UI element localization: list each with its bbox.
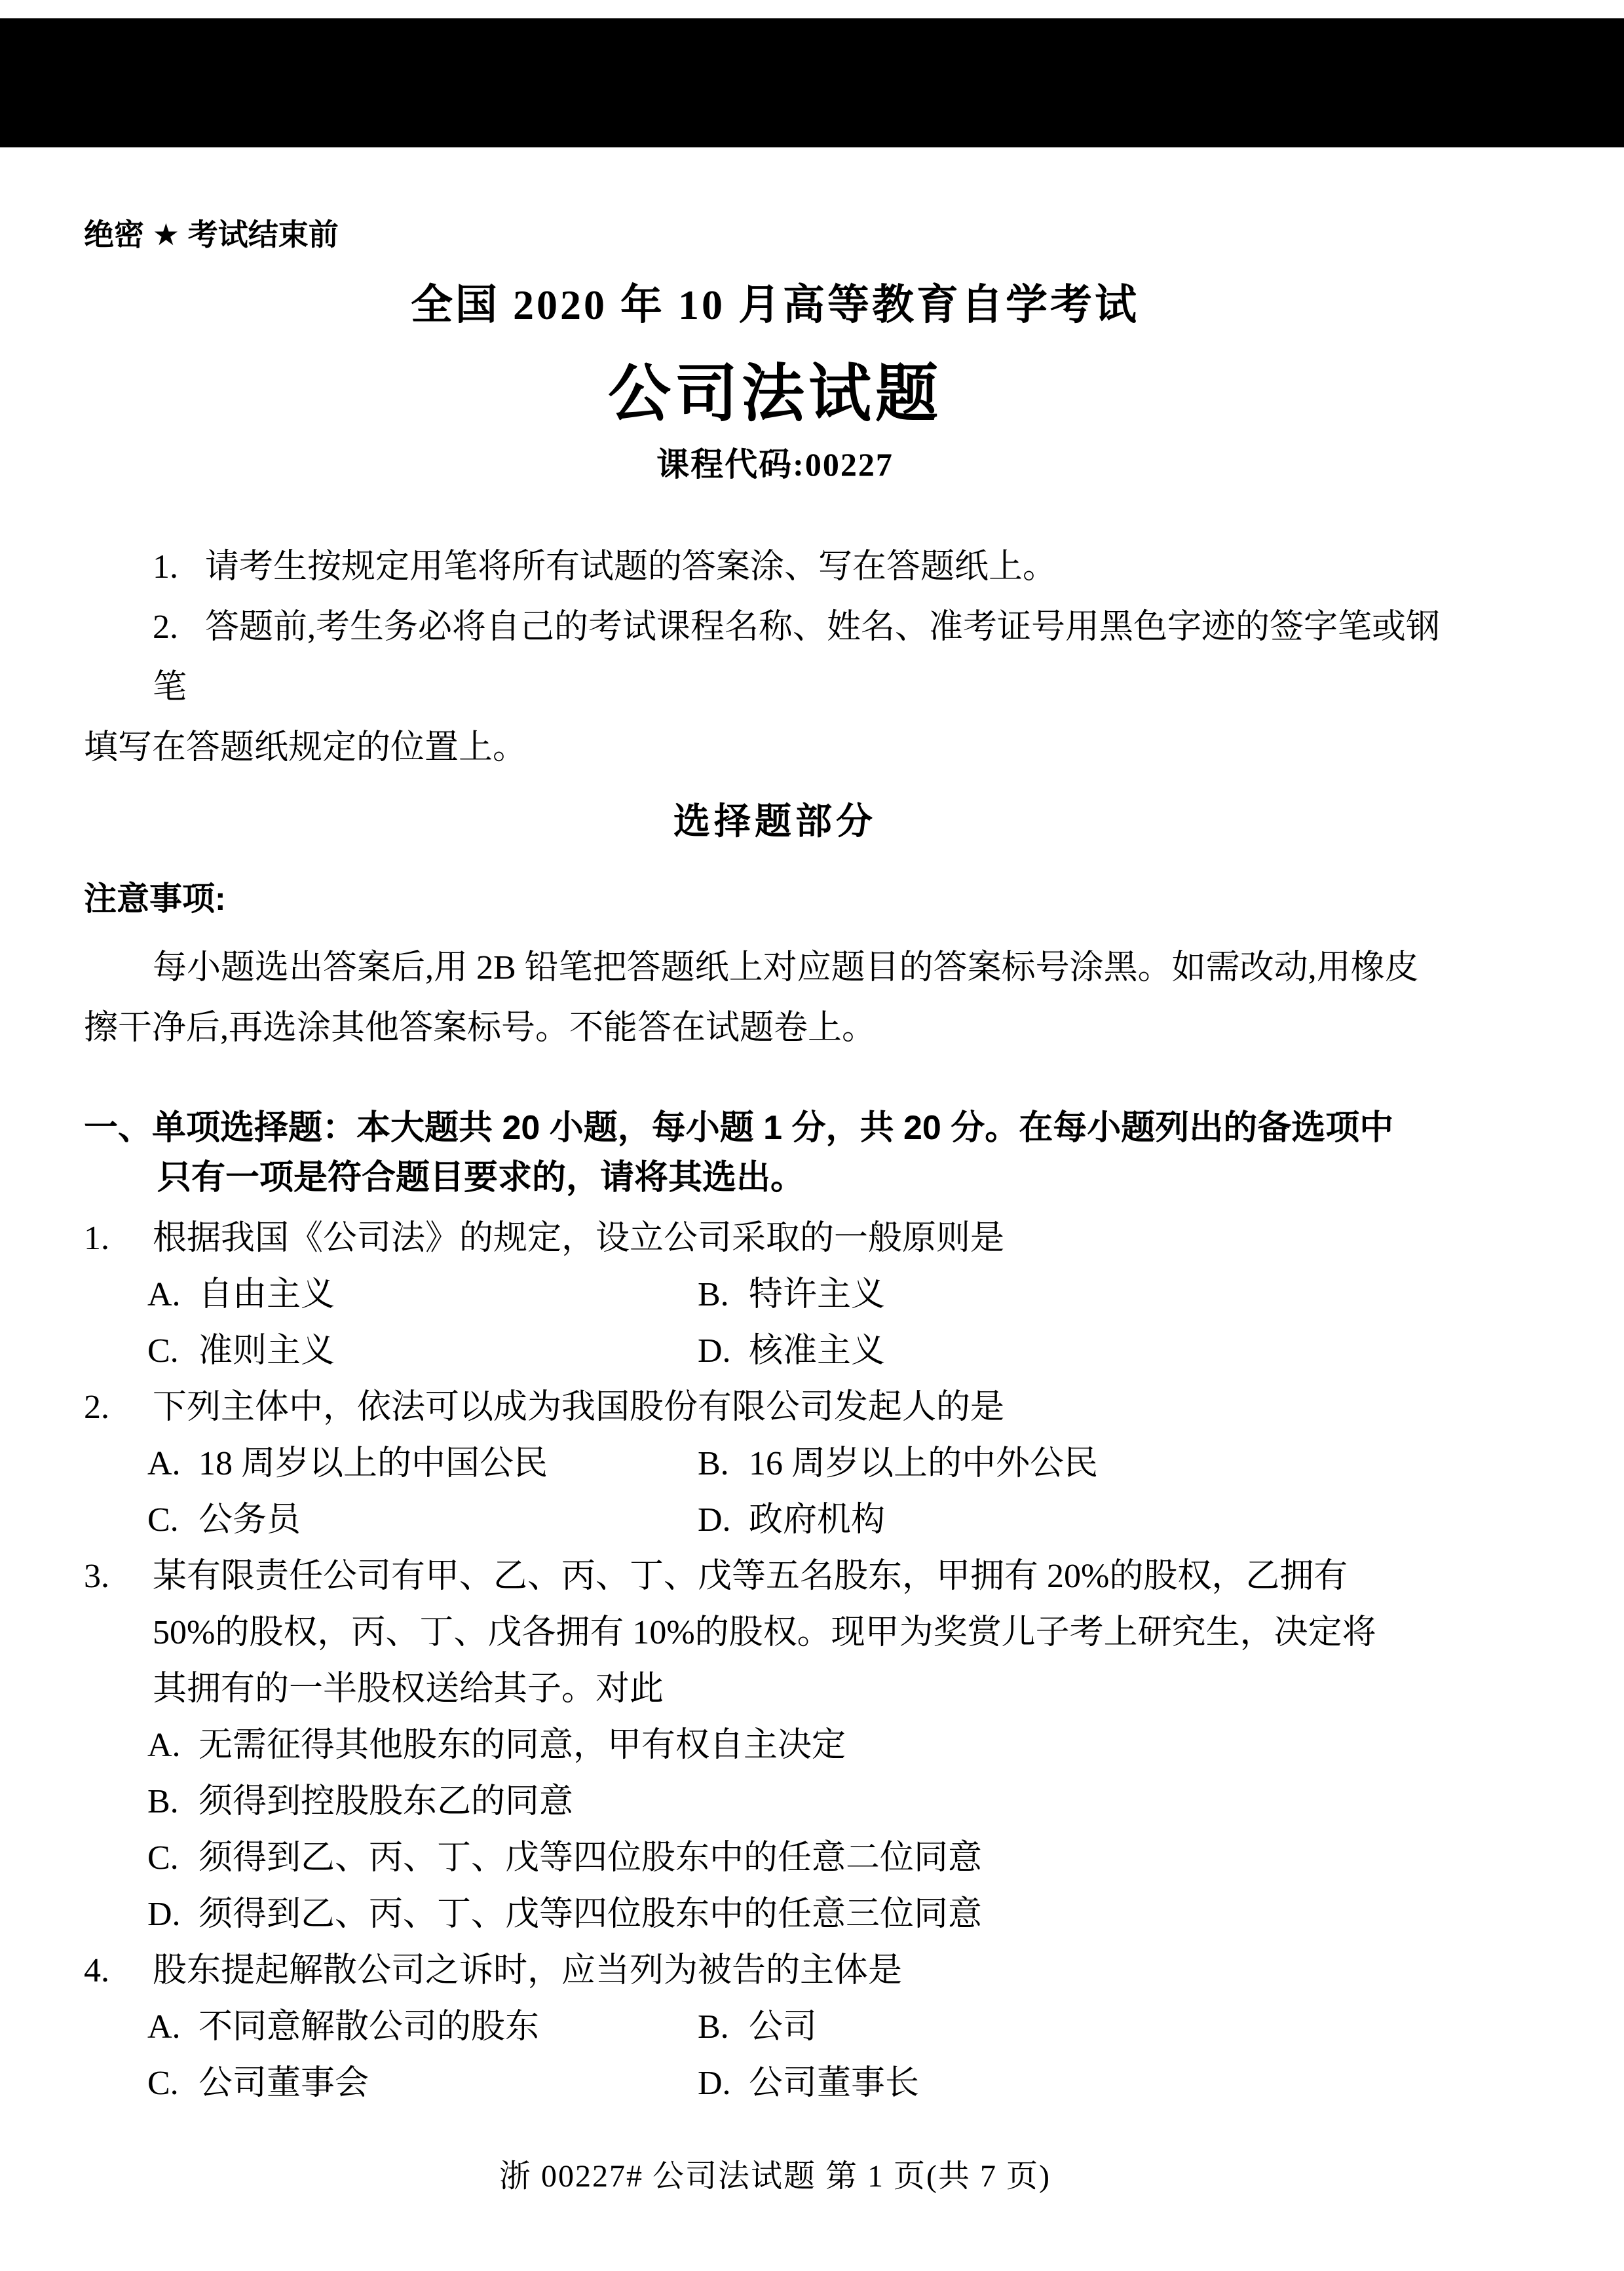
option-b [698,1276,885,1313]
question-1-options-row-cd [84,1323,1466,1379]
option-label: D. [698,1332,731,1370]
question-3-option-c [84,1830,1466,1886]
question-3-option-b [84,1774,1466,1830]
question-number: 4. [84,1952,109,1989]
notes-line-1: 每小题选出答案后,用 2B 铅笔把答题纸上对应题目的答案标号涂黑。如需改动,用橡皮 [153,949,1419,986]
notes-line-2: 擦干净后,再选涂其他答案标号。不能答在试题卷上。 [84,1009,877,1047]
course-code: 课程代码:00227 [656,446,894,483]
option-label: B. [698,1445,729,1482]
question-3-stem-line3: 其拥有的一半股权送给其子。对此 [153,1670,664,1708]
option-text: 须得到乙、丙、丁、戊等四位股东中的任意二位同意 [198,1839,983,1877]
option-text: 公务员 [198,1501,301,1539]
option-a [147,1999,698,2055]
option-label: B. [698,1276,729,1313]
question-3-stem-line2: 50%的股权，丙、丁、戊各拥有 10%的股权。现甲为奖赏儿子考上研究生，决定将 [153,1614,1376,1651]
option-text: 公司董事长 [749,2065,920,2102]
option-text: 特许主义 [749,1276,886,1313]
question-stem-text: 下列主体中，依法可以成为我国股份有限公司发起人的是 [153,1389,1005,1426]
option-label: D. [698,2065,731,2102]
option-label: C. [147,1332,179,1370]
option-text: 须得到乙、丙、丁、戊等四位股东中的任意三位同意 [198,1896,983,1933]
question-1-stem [84,1211,1466,1267]
option-text: 核准主义 [749,1332,886,1370]
option-label: A. [147,2008,181,2046]
option-label: A. [147,1727,181,1764]
option-label: C. [147,2065,179,2102]
notes-heading: 注意事项: [84,880,226,917]
instruction-item-2-continuation: 填写在答题纸规定的位置上。 [84,729,527,766]
option-d [698,1501,885,1539]
question-stem-text: 股东提起解散公司之诉时，应当列为被告的主体是 [153,1952,903,1989]
security-classification-banner: 绝密 ★ 考试结束前 [84,217,339,252]
question-stem-text: 某有限责任公司有甲、乙、丙、丁、戊等五名股东，甲拥有 20%的股权，乙拥有 [153,1558,1348,1595]
option-label: D. [698,1501,731,1539]
question-number: 1. [84,1220,109,1257]
option-text: 公司董事会 [198,2065,369,2102]
page-footer: 浙 00227# 公司法试题 第 1 页(共 7 页) [499,2159,1051,2194]
option-c [147,1492,698,1548]
option-text: 准则主义 [198,1332,335,1370]
option-a [147,1267,698,1323]
question-3-stem-line1 [84,1548,1466,1605]
instruction-item-1 [84,537,1466,597]
option-label: D. [147,1896,181,1933]
option-d [698,1332,885,1370]
instruction-text: 答题前,考生务必将自己的考试课程名称、姓名、准考证号用黑色字迹的签字笔或钢笔 [153,609,1441,706]
page-content [84,0,1466,2196]
question-3-option-d [84,1886,1466,1943]
question-4-options-row-ab [84,1999,1466,2055]
option-text: 16 周岁以上的中外公民 [749,1445,1099,1482]
option-b [698,1445,1098,1482]
option-label: B. [698,2008,729,2046]
instruction-item-2 [84,597,1466,718]
question-number: 2. [84,1389,109,1426]
option-label: A. [147,1276,181,1313]
option-text: 无需征得其他股东的同意，甲有权自主决定 [198,1727,846,1764]
option-label: A. [147,1445,181,1482]
question-2-options-row-cd [84,1492,1466,1548]
option-text: 不同意解散公司的股东 [198,2008,540,2046]
option-c [147,1323,698,1379]
instruction-number: 2. [153,609,178,646]
instruction-number: 1. [153,548,178,586]
option-text: 自由主义 [198,1276,335,1313]
option-a [147,1436,698,1492]
question-1-options-row-ab [84,1267,1466,1323]
section-heading-multiple-choice: 选择题部分 [673,800,877,842]
question-3-option-a [84,1717,1466,1774]
part1-heading-line2: 只有一项是符合题目要求的，请将其选出。 [157,1159,805,1197]
question-2-stem [84,1379,1466,1436]
option-d [698,2065,919,2102]
option-label: B. [147,1783,179,1820]
option-c [147,2055,698,2112]
paper-title: 公司法试题 [608,359,942,429]
option-b [698,2008,817,2046]
instruction-text: 请考生按规定用笔将所有试题的答案涂、写在答题纸上。 [205,548,1057,586]
question-4-options-row-cd [84,2055,1466,2112]
option-text: 政府机构 [749,1501,886,1539]
question-4-stem [84,1943,1466,1999]
option-text: 18 周岁以上的中国公民 [198,1445,548,1482]
question-2-options-row-ab [84,1436,1466,1492]
option-label: C. [147,1501,179,1539]
exam-session-title: 全国 2020 年 10 月高等教育自学考试 [411,282,1139,328]
part1-heading-line1: 一、单项选择题：本大题共 20 小题，每小题 1 分，共 20 分。在每小题列出的备选项中 [84,1109,1394,1147]
option-label: C. [147,1839,179,1877]
option-text: 公司 [749,2008,818,2046]
option-text: 须得到控股股东乙的同意 [198,1783,574,1820]
question-stem-text: 根据我国《公司法》的规定，设立公司采取的一般原则是 [153,1220,1005,1257]
question-number: 3. [84,1558,109,1595]
